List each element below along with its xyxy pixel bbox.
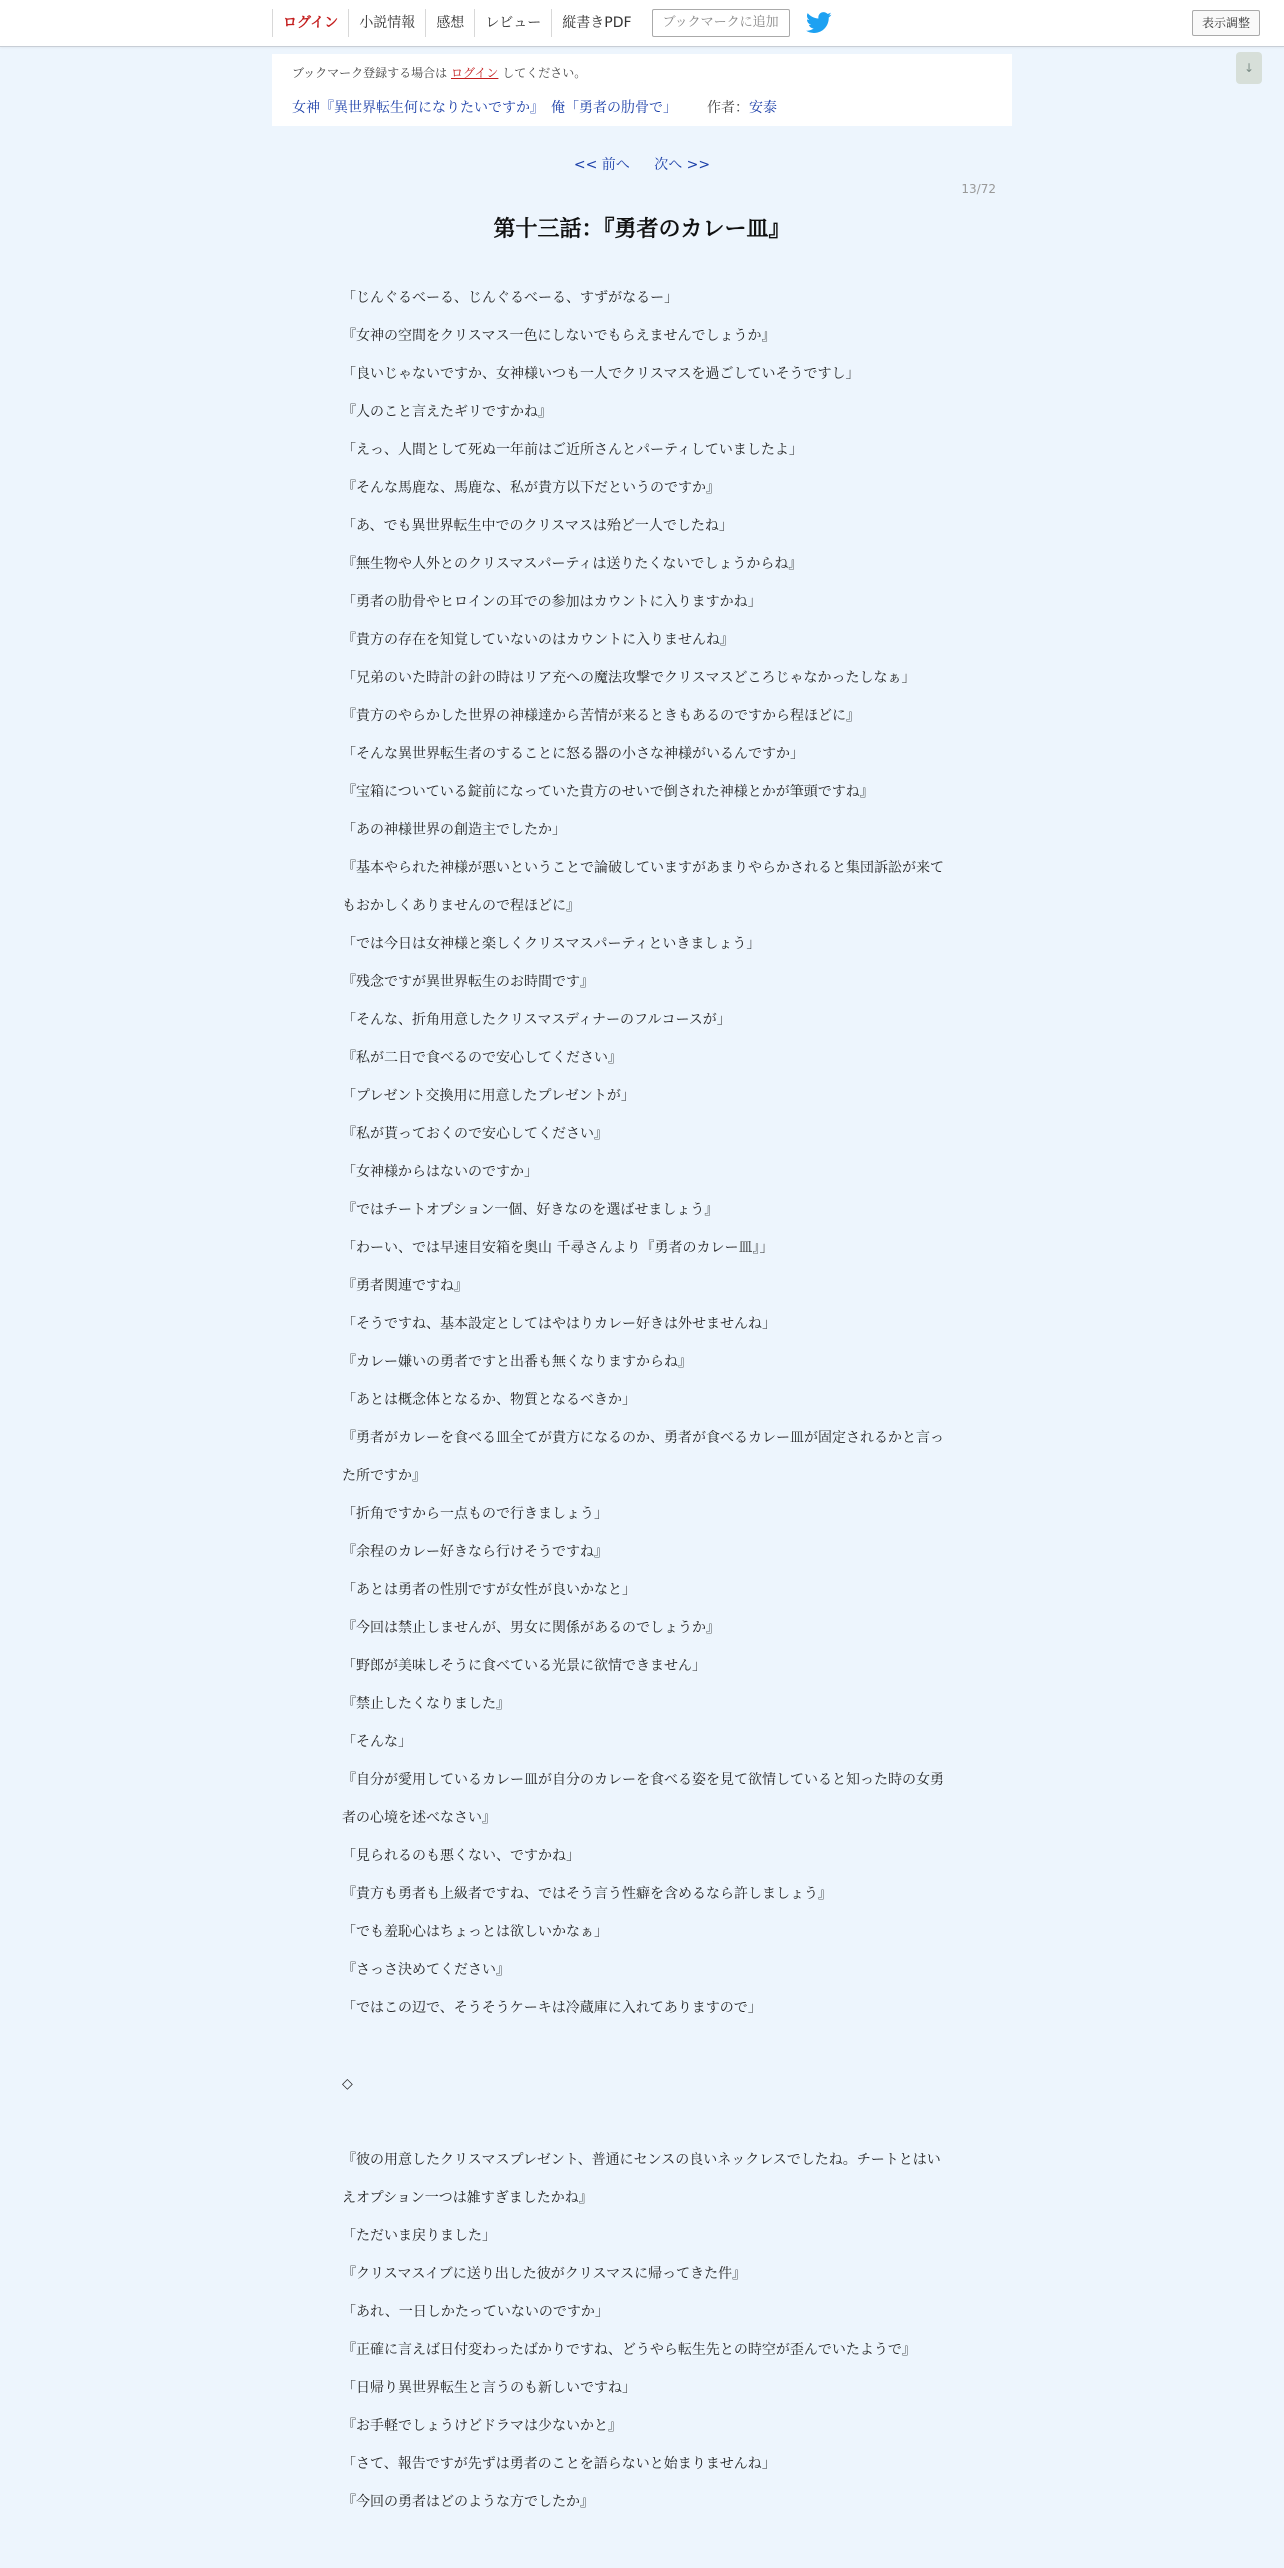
body-line: 「女神様からはないのですか」 [342,1164,538,1180]
body-line: 「では今日は女神様と楽しくクリスマスパーティといきましょう」 [342,936,761,952]
body-line: 『余程のカレー好きなら行けそうですね』 [342,1544,608,1560]
body-line: 「さて、報告ですが先ずは勇者のことを語らないと始まりませんね」 [342,2456,776,2472]
body-line: 「ただいま戻りました」 [342,2228,496,2244]
body-line: 「良いじゃないですか、女神様いつも一人でクリスマスを過ごしていそうですし」 [342,366,860,382]
body-line: 『女神の空間をクリスマス一色にしないでもらえませんでしょうか』 [342,328,776,344]
chapter-body [342,279,952,2521]
chapter-pager [0,154,1284,174]
body-line: 『無生物や人外とのクリスマスパーティは送りたくないでしょうからね』 [342,556,803,572]
body-line: 『お手軽でしょうけどドラマは少ないかと』 [342,2418,622,2434]
body-line: 「でも羞恥心はちょっとは欲しいかなぁ」 [342,1924,608,1940]
main-nav [272,9,832,37]
body-line: 『クリスマスイブに送り出した彼がクリスマスに帰ってきた件』 [342,2266,747,2282]
body-line: 「折角ですから一点もので行きましょう」 [342,1506,608,1522]
body-line: 『貴方のやらかした世界の神様達から苦情が来るときもあるのですから程ほどに』 [342,708,860,724]
body-line: 『正確に言えば日付変わったばかりですね、どうやら転生先との時空が歪んでいたようで』 [342,2342,916,2358]
body-line: 『貴方の存在を知覚していないのはカウントに入りませんね』 [342,632,734,648]
body-line: 「そうですね、基本設定としてはやはりカレー好きは外せませんね」 [342,1316,776,1332]
body-line: 『ではチートオプション一個、好きなのを選ばせましょう』 [342,1202,719,1218]
body-line [342,2103,952,2141]
body-line: 『私が貰っておくので安心してください』 [342,1126,608,1142]
body-line: 『そんな馬鹿な、馬鹿な、私が貴方以下だというのですか』 [342,480,720,496]
nav-vertical-pdf[interactable]: 縦書きPDF [551,9,641,37]
body-line: 『人のこと言えたギリですかね』 [342,404,552,420]
body-line: 「勇者の肋骨やヒロインの耳での参加はカウントに入りますかね」 [342,594,762,610]
body-line: 『宝箱についている錠前になっていた貴方のせいで倒された神様とかが筆頭ですね』 [342,784,874,800]
top-bar [0,0,1284,47]
breadcrumb [292,97,777,117]
body-line: 『勇者関連ですね』 [342,1278,468,1294]
body-line: 「そんな異世界転生者のすることに怒る器の小さな神様がいるんですか」 [342,746,804,762]
display-settings-button[interactable]: 表示調整 [1192,10,1260,36]
body-line: 「あれ、一日しかたっていないのですか」 [342,2304,609,2320]
body-line: 『勇者がカレーを食べる皿全てが貴方になるのか、勇者が食べるカレー皿が固定されるかと言った所ですか』 [342,1430,944,1484]
body-line [342,2027,952,2065]
body-line: 「じんぐるべーる、じんぐるべーる、すずがなるー」 [342,290,679,306]
body-line: 「野郎が美味しそうに食べている光景に欲情できません」 [342,1658,706,1674]
body-line: 『彼の用意したクリスマスプレゼント、普通にセンスの良いネックレスでしたね。チートとはいえオプション一つは雑すぎましたかね』 [342,2152,941,2206]
body-line: 『今回は禁止しませんが、男女に関係があるのでしょうか』 [342,1620,720,1636]
author-label: 作者： [707,100,749,116]
body-line: ◇ [342,2076,353,2092]
body-line: 「あとは概念体となるか、物質となるべきか」 [342,1392,636,1408]
body-line: 『カレー嫌いの勇者ですと出番も無くなりますからね』 [342,1354,692,1370]
body-line: 「ではこの辺で、そうそうケーキは冷蔵庫に入れてありますので」 [342,2000,762,2016]
notice-login-link[interactable]: ログイン [451,66,499,80]
nav-impressions[interactable]: 感想 [425,9,474,37]
body-line: 「日帰り異世界転生と言うのも新しいですね」 [342,2380,636,2396]
author-link[interactable]: 安泰 [749,100,777,116]
body-line: 「見られるのも悪くない、ですかね」 [342,1848,580,1864]
body-line: 「えっ、人間として死ぬ一年前はご近所さんとパーティしていましたよ」 [342,442,803,458]
nav-login[interactable]: ログイン [272,9,348,37]
body-line: 「兄弟のいた時計の針の時はリア充への魔法攻撃でクリスマスどころじゃなかったしなぁ」 [342,670,916,686]
body-line: 『残念ですが異世界転生のお時間です』 [342,974,594,990]
body-line: 『基本やられた神様が悪いということで論破していますがあまりやらかされると集団訴訟が来てもおかしくありませんので程ほどに』 [342,860,944,914]
scroll-down-button[interactable] [1236,52,1262,84]
body-line: 「そんな」 [342,1734,412,1750]
next-chapter-link[interactable]: 次へ >> [654,157,711,173]
novel-info-box [272,54,1012,126]
body-line: 「あとは勇者の性別ですが女性が良いかなと」 [342,1582,636,1598]
body-line: 『さっさ決めてください』 [342,1962,510,1978]
body-line: 『自分が愛用しているカレー皿が自分のカレーを食べる姿を見て欲情していると知った時の女勇者の心境を述べなさい』 [342,1772,944,1826]
body-line: 『私が二日で食べるので安心してください』 [342,1050,622,1066]
body-line: 「あの神様世界の創造主でしたか」 [342,822,566,838]
notice-text-before: ブックマーク登録する場合は [292,66,448,80]
add-bookmark-button[interactable]: ブックマークに追加 [652,9,790,37]
page-indicator: 13/72 [961,182,996,196]
body-line: 「プレゼント交換用に用意したプレゼントが」 [342,1088,635,1104]
notice-text-after: してください。 [502,66,587,80]
body-line: 『今回の勇者はどのような方でしたか』 [342,2494,594,2510]
body-line: 「そんな、折角用意したクリスマスディナーのフルコースが」 [342,1012,731,1028]
nav-review[interactable]: レビュー [474,9,551,37]
login-notice [292,64,586,81]
nav-novel-info[interactable]: 小説情報 [348,9,425,37]
down-arrow-icon: ↓ [1243,61,1255,75]
body-line: 『禁止したくなりました』 [342,1696,510,1712]
chapter-title: 第十三話：『勇者のカレー皿』 [493,217,791,242]
prev-chapter-link[interactable]: << 前へ [573,157,630,173]
twitter-icon[interactable] [806,12,832,34]
series-title-link[interactable]: 女神『異世界転生何になりたいですか』 俺「勇者の肋骨で」 [292,100,677,116]
body-line: 「あ、でも異世界転生中でのクリスマスは殆ど一人でしたね」 [342,518,733,534]
body-line: 「わーい、では早速目安箱を奥山 千尋さんより『勇者のカレー皿』」 [342,1240,774,1256]
body-line: 『貴方も勇者も上級者ですね、ではそう言う性癖を含めるなら許しましょう』 [342,1886,832,1902]
